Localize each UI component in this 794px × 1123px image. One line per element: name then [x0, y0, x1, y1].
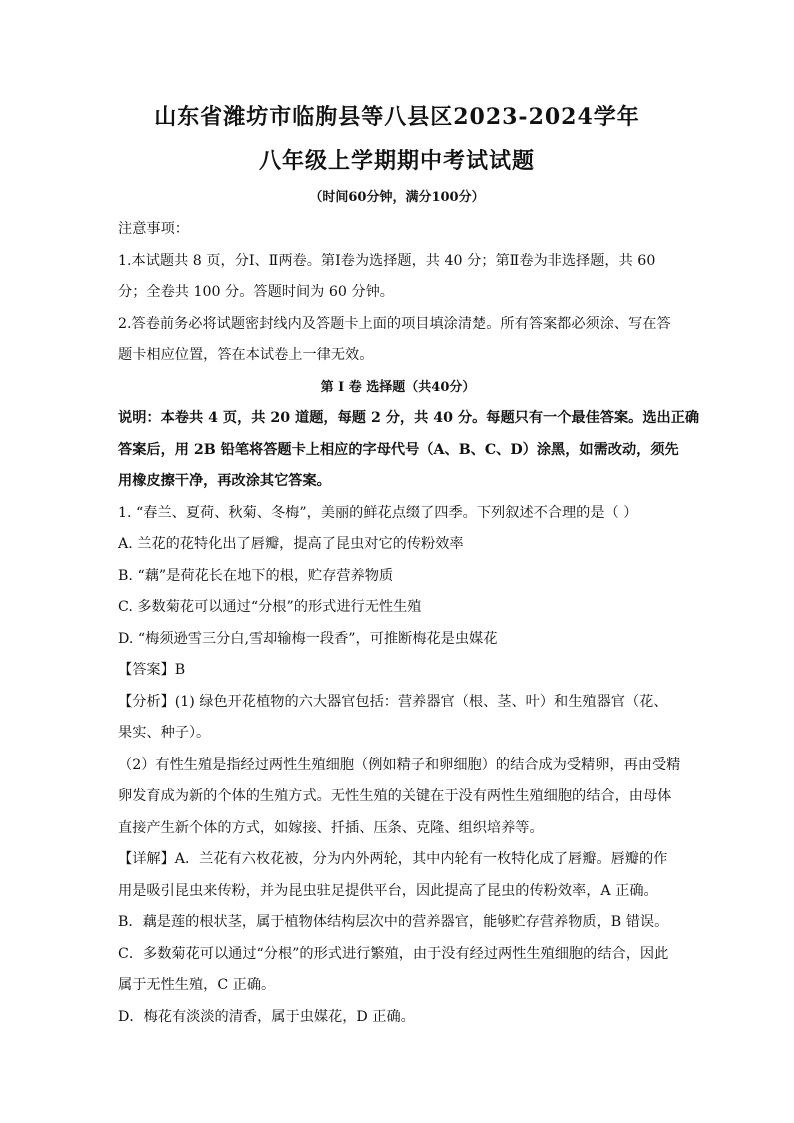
- question-1-option-d: D. “梅须逊雪三分白,雪却输梅一段香”，可推断梅花是虫媒花: [118, 630, 498, 647]
- question-1-detail-line-3: B．藕是莲的根状茎，属于植物体结构层次中的营养器官，能够贮存营养物质，B 错误。: [118, 914, 669, 930]
- section-1-desc-line-1: 说明：本卷共 4 页，共 20 道题，每题 2 分，共 40 分。每题只有一个最佳答案。选出正确: [118, 410, 700, 426]
- exam-title-line2: 八年级上学期期中考试试题: [258, 148, 535, 174]
- exam-body: [118, 214, 700, 1033]
- question-1-analysis-line-4: 卵发育成为新的个体的生殖方式。无性生殖的关键在于没有两性生殖细胞的结合，由母体: [118, 788, 672, 804]
- question-1-detail-line-4: C．多数菊花可以通过“分根”的形式进行繁殖，由于没有经过两性生殖细胞的结合，因此: [118, 945, 669, 962]
- exam-time-score: （时间60分钟，满分100分）: [309, 190, 485, 205]
- question-1-detail-line-1: 【详解】A．兰花有六枚花被，分为内外两轮，其中内轮有一枚特化成了唇瓣。唇瓣的作: [118, 851, 668, 867]
- question-1-analysis-line-1: 【分析】(1) 绿色开花植物的六大器官包括：营养器官（根、茎、叶）和生殖器官（花、: [118, 693, 668, 710]
- question-1-detail-line-2: 用是吸引昆虫来传粉，并为昆虫驻足提供平台，因此提高了昆虫的传粉效率，A 正确。: [118, 882, 658, 899]
- question-1-option-c: C. 多数菊花可以通过“分根”的形式进行无性生殖: [118, 599, 422, 615]
- question-1-analysis-line-2: 果实、种子）。: [118, 725, 211, 741]
- notice-heading: 注意事项：: [118, 221, 189, 237]
- notice-item-1-line-2: 分；全卷共 100 分。答题时间为 60 分钟。: [118, 284, 394, 300]
- question-1-answer: 【答案】B: [118, 662, 186, 678]
- question-1-stem: 1. “春兰、夏荷、秋菊、冬梅”，美丽的鲜花点缀了四季。下列叙述不合理的是（ ）: [118, 504, 638, 521]
- question-1-analysis-line-5: 直接产生新个体的方式，如嫁接、扦插、压条、克隆、组织培养等。: [118, 819, 544, 836]
- section-1-desc-line-3: 用橡皮擦干净，再改涂其它答案。: [118, 473, 331, 489]
- notice-item-2-line-1: 2.答卷前务必将试题密封线内及答题卡上面的项目填涂清楚。所有答案都必须涂、写在答: [118, 315, 671, 332]
- question-1-option-b: B. “藕”是荷花长在地下的根，贮存营养物质: [118, 567, 394, 584]
- question-1-detail-line-5: 属于无性生殖，C 正确。: [118, 977, 276, 993]
- notice-item-1-line-1: 1.本试题共 8 页，分Ⅰ、Ⅱ两卷。第Ⅰ卷为选择题，共 40 分；第Ⅱ卷为非选择题，共 60: [118, 252, 656, 269]
- question-1-detail-line-6: D．梅花有淡淡的清香，属于虫媒花，D 正确。: [118, 1008, 415, 1025]
- section-1-heading: 第 Ⅰ 卷 选择题（共40分）: [320, 379, 476, 395]
- question-1-analysis-line-3: （2）有性生殖是指经过两性生殖细胞（例如精子和卵细胞）的结合成为受精卵，再由受精: [118, 756, 681, 773]
- section-1-desc-line-2: 答案后，用 2B 铅笔将答题卡上相应的字母代号（A、B、C、D）涂黑，如需改动，须先: [118, 441, 679, 458]
- question-1-option-a: A. 兰花的花特化出了唇瓣，提高了昆虫对它的传粉效率: [118, 536, 464, 552]
- exam-title-line1: 山东省潍坊市临朐县等八县区2023-2024学年: [154, 104, 640, 130]
- notice-item-2-line-2: 题卡相应位置，答在本试卷上一律无效。: [118, 347, 374, 363]
